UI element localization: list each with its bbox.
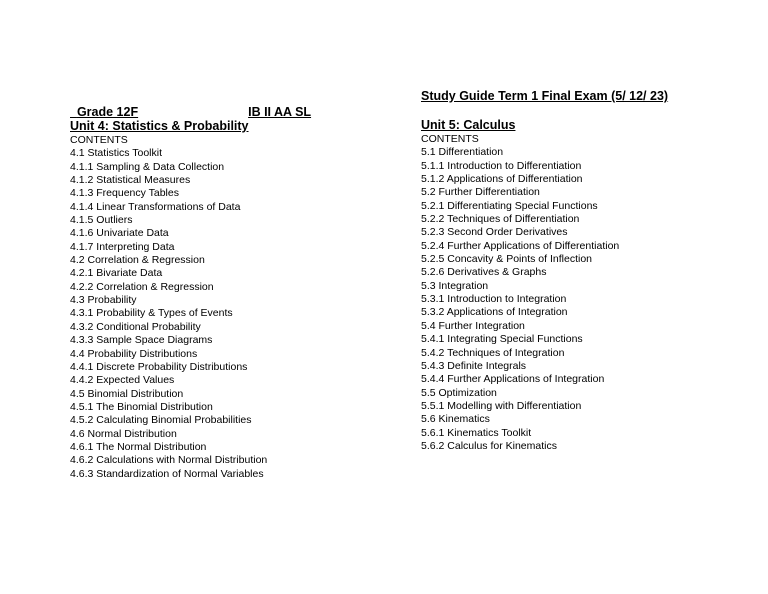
toc-item: 4.3.1 Probability & Types of Events xyxy=(70,307,233,320)
toc-item: 4.1.1 Sampling & Data Collection xyxy=(70,160,225,173)
toc-item: 4.2 Correlation & Regression xyxy=(70,254,205,267)
toc-item: 5.2.4 Further Applications of Differentiation xyxy=(421,239,620,252)
toc-item: 4.1.5 Outliers xyxy=(70,214,133,227)
toc-item: 4.2.2 Correlation & Regression xyxy=(70,280,214,293)
toc-item: 5.1.1 Introduction to Differentiation xyxy=(421,159,582,172)
toc-item: 5.3.1 Introduction to Integration xyxy=(421,293,567,306)
toc-item: 5.5.1 Modelling with Differentiation xyxy=(421,399,582,412)
toc-item: 5.2.2 Techniques of Differentiation xyxy=(421,213,580,226)
toc-item: 5.5 Optimization xyxy=(421,386,497,399)
unit-4-section xyxy=(70,118,267,481)
toc-item: 4.4.1 Discrete Probability Distributions xyxy=(70,360,248,373)
toc-item: 4.1.4 Linear Transformations of Data xyxy=(70,200,241,213)
toc-item: 4.5 Binomial Distribution xyxy=(70,387,184,400)
toc-item: 4.1.3 Frequency Tables xyxy=(70,187,179,200)
toc-item: 4.6.1 The Normal Distribution xyxy=(70,440,207,453)
toc-item: 5.6.2 Calculus for Kinematics xyxy=(421,439,557,452)
toc-item: 4.1.2 Statistical Measures xyxy=(70,174,191,187)
toc-item: 5.3.2 Applications of Integration xyxy=(421,306,568,319)
toc-item: 5.6 Kinematics xyxy=(421,413,490,426)
unit-5-section xyxy=(421,117,619,453)
toc-item: 4.5.1 The Binomial Distribution xyxy=(70,400,213,413)
grade-text: Grade 12F xyxy=(76,105,139,119)
grade-label xyxy=(70,88,311,120)
toc-item: 5.3 Integration xyxy=(421,279,489,292)
toc-item: 4.4.2 Expected Values xyxy=(70,374,175,387)
toc-item: 5.4.1 Integrating Special Functions xyxy=(421,333,583,346)
unit-4-contents-list xyxy=(70,134,267,481)
toc-item: 5.4.4 Further Applications of Integration xyxy=(421,373,605,386)
unit-5-title: Unit 5: Calculus xyxy=(421,118,516,132)
toc-item: 5.4.2 Techniques of Integration xyxy=(421,346,565,359)
course-label: IB II AA SL xyxy=(248,105,312,119)
unit-5-contents-list xyxy=(421,133,619,453)
toc-item: 5.2.3 Second Order Derivatives xyxy=(421,226,568,239)
toc-item: 5.2.6 Derivatives & Graphs xyxy=(421,266,547,279)
toc-item: 5.4.3 Definite Integrals xyxy=(421,359,527,372)
toc-item: 5.6.1 Kinematics Toolkit xyxy=(421,426,532,439)
toc-item: 5.2.5 Concavity & Points of Inflection xyxy=(421,253,593,266)
toc-item: 5.1.2 Applications of Differentiation xyxy=(421,173,583,186)
toc-item: 5.2 Further Differentiation xyxy=(421,186,540,199)
toc-item: 4.3.2 Conditional Probability xyxy=(70,320,201,333)
toc-item: 4.5.2 Calculating Binomial Probabilities xyxy=(70,414,252,427)
toc-item: 4.6 Normal Distribution xyxy=(70,427,177,440)
unit-4-title: Unit 4: Statistics & Probability xyxy=(70,119,249,133)
toc-item: 4.4 Probability Distributions xyxy=(70,347,198,360)
study-guide-title: Study Guide Term 1 Final Exam (5/ 12/ 23) xyxy=(421,89,669,103)
contents-heading: CONTENTS xyxy=(421,133,479,145)
toc-item: 5.2.1 Differentiating Special Functions xyxy=(421,199,598,212)
toc-item: 4.3.3 Sample Space Diagrams xyxy=(70,334,213,347)
toc-item: 5.4 Further Integration xyxy=(421,319,525,332)
contents-heading: CONTENTS xyxy=(70,134,128,146)
toc-item: 4.2.1 Bivariate Data xyxy=(70,267,163,280)
toc-item: 4.3 Probability xyxy=(70,294,137,307)
toc-item: 5.1 Differentiation xyxy=(421,146,504,159)
toc-item: 4.6.2 Calculations with Normal Distribution xyxy=(70,454,268,467)
toc-item: 4.1.6 Univariate Data xyxy=(70,227,169,240)
toc-item: 4.6.3 Standardization of Normal Variables xyxy=(70,467,264,480)
toc-item: 4.1 Statistics Toolkit xyxy=(70,147,163,160)
toc-item: 4.1.7 Interpreting Data xyxy=(70,240,175,253)
